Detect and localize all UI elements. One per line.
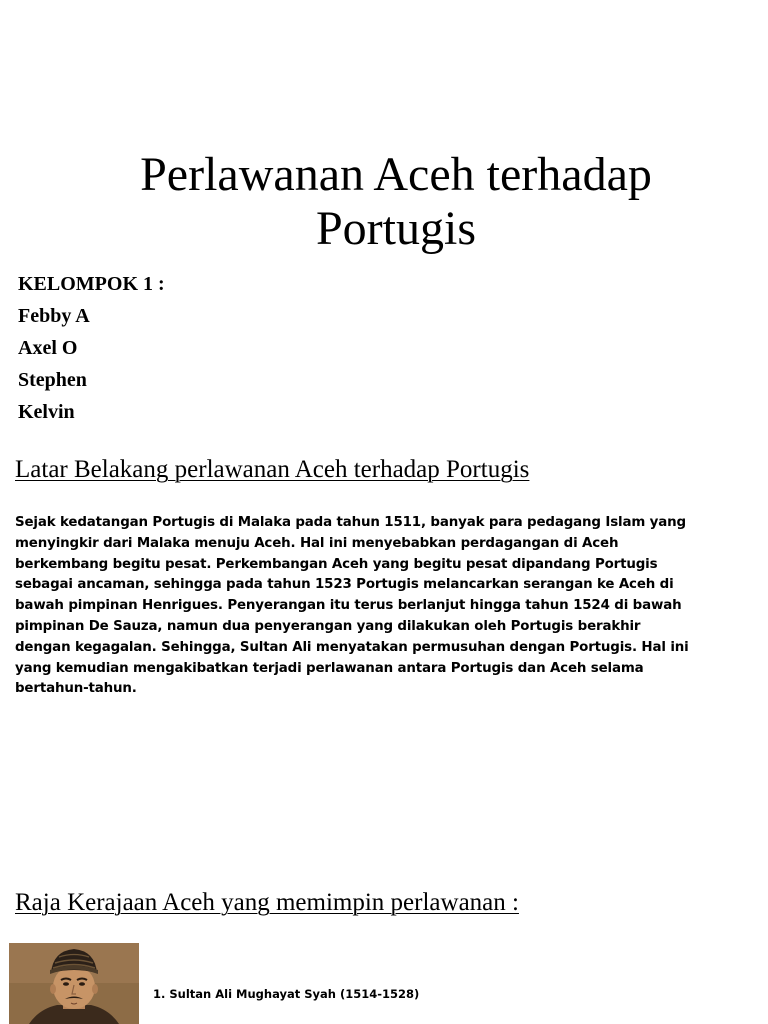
group-member: Axel O (18, 337, 78, 359)
title-line-2: Portugis (315, 202, 477, 255)
kings-heading: Raja Kerajaan Aceh yang memimpin perlawanan : (15, 889, 519, 916)
sultan-portrait-image (9, 943, 139, 1024)
paragraph-line: menyingkir dari Malaka menuju Aceh. Hal ini menyebabkan perdagangan di Aceh (15, 535, 619, 551)
background-paragraph (15, 513, 727, 700)
group-label: KELOMPOK 1 : (18, 273, 165, 295)
sultan-portrait (9, 943, 139, 1024)
king-caption: 1. Sultan Ali Mughayat Syah (1514-1528) (153, 987, 420, 1001)
background-heading: Latar Belakang perlawanan Aceh terhadap Portugis (15, 456, 530, 483)
paragraph-line: berkembang begitu pesat. Perkembangan Aceh yang begitu pesat dipandang Portugis (15, 556, 658, 572)
paragraph-line: Sejak kedatangan Portugis di Malaka pada tahun 1511, banyak para pedagang Islam yang (15, 515, 686, 530)
paragraph-line: sebagai ancaman, sehingga pada tahun 1523 Portugis melancarkan serangan ke Aceh di (15, 577, 674, 593)
group-members (18, 268, 165, 428)
paragraph-line: bawah pimpinan Henrigues. Penyerangan itu terus berlanjut hingga tahun 1524 di bawah (15, 598, 682, 614)
paragraph-line: dengan kegagalan. Sehingga, Sultan Ali menyatakan permusuhan dengan Portugis. Hal ini (15, 639, 689, 655)
page-title (60, 148, 732, 256)
group-member: Kelvin (18, 401, 75, 423)
group-member: Febby A (18, 305, 90, 327)
paragraph-line: yang kemudian mengakibatkan terjadi perlawanan antara Portugis dan Aceh selama (15, 660, 644, 676)
paragraph-line: bertahun-tahun. (15, 681, 137, 697)
title-line-1: Perlawanan Aceh terhadap (140, 148, 652, 201)
paragraph-line: pimpinan De Sauza, namun dua penyerangan yang dilakukan oleh Portugis berakhir (15, 618, 641, 634)
group-member: Stephen (18, 369, 87, 391)
